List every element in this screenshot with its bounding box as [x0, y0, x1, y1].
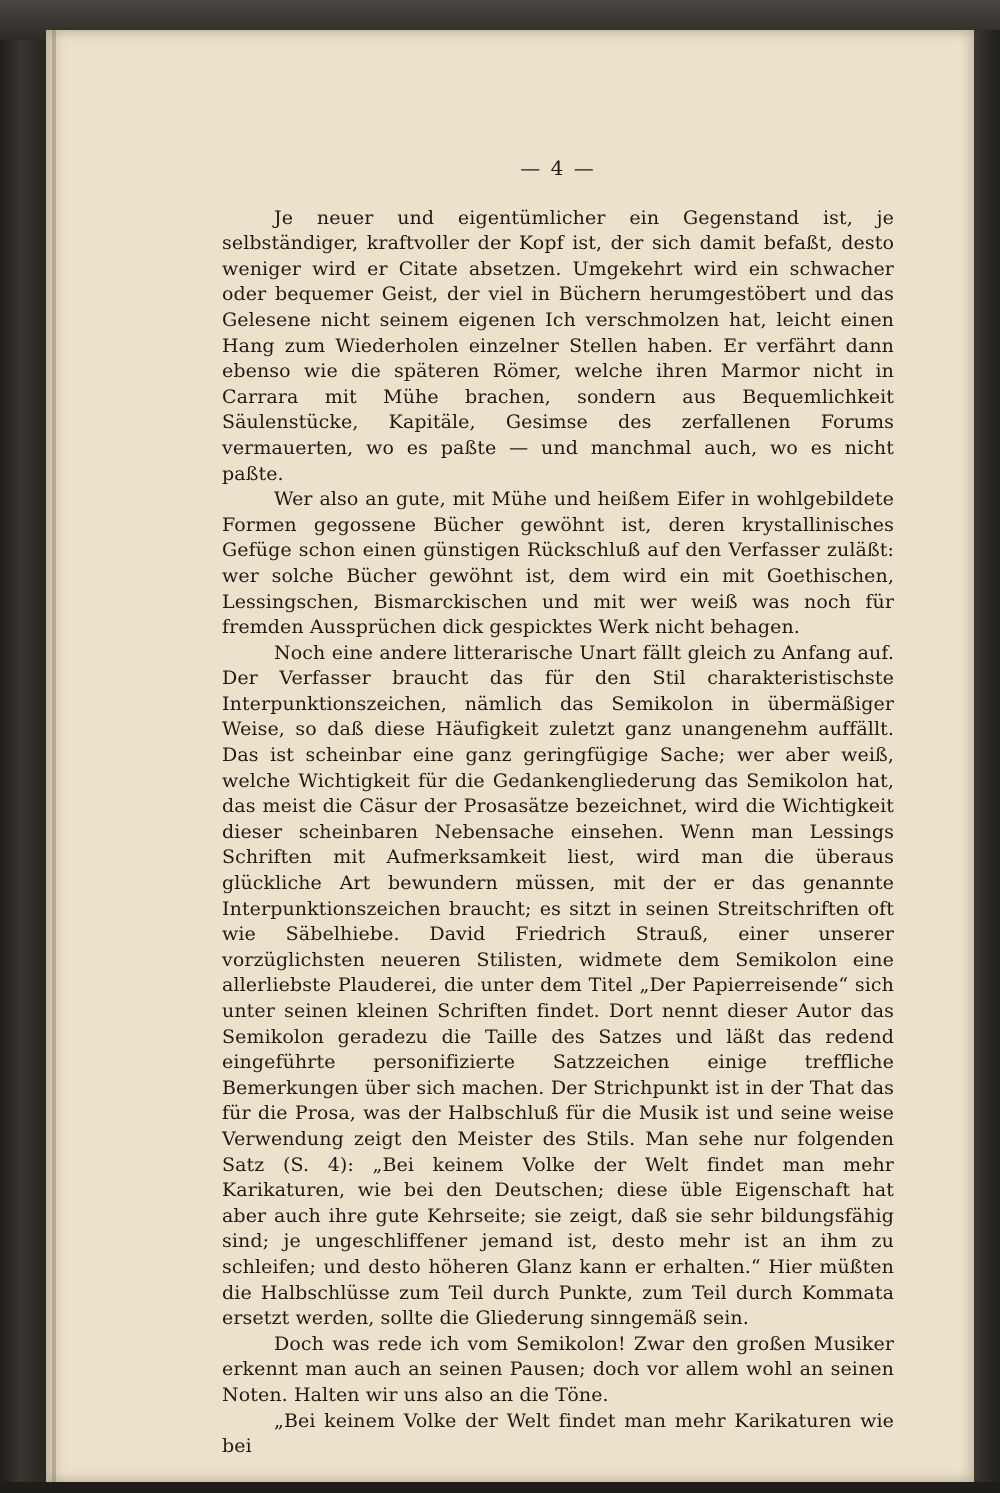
- paragraph: Wer also an gute, mit Mühe und heißem Eifer in wohlgebildete Formen gegossene Bücher gewöhnt ist, deren krystallinisches Gefüge schon einen günstigen Rückschluß auf den Verfasser zuläßt: wer solche Bücher gewöhnt ist, dem wird ein mit Goethischen, Lessingschen, Bismarckischen und mit wer weiß was noch für fremden Aussprüchen dick gespicktes Werk nicht behagen.: [222, 488, 894, 639]
- book-right-edge: [974, 30, 1000, 1482]
- paragraph: Noch eine andere litterarische Unart fällt gleich zu Anfang auf. Der Verfasser braucht das für den Stil charakteristischste Interpunktionszeichen, nämlich das Semikolon in übermäßiger Weise, so daß diese Häufigkeit zuletzt ganz unangenehm auffällt. Das ist scheinbar eine ganz geringfügige Sache; wer aber weiß, welche Wichtigkeit für die Gedankengliederung das Semikolon hat, das meist die Cäsur der Prosasätze bezeichnet, wird die Wichtigkeit dieser scheinbaren Nebensache einsehen. Wenn man Lessings Schriften mit Aufmerksamkeit liest, wird man die überaus glückliche Art bewundern müssen, mit der er das genannte Interpunktionszeichen braucht; es sitzt in seinen Streitschriften oft wie Säbelhiebe. David Friedrich Strauß, einer unserer vorzüglichsten neueren Stilisten, widmete dem Semikolon eine allerliebste Plauderei, die unter dem Titel „Der Papierreisende“ sich unter seinen kleinen Schriften findet. Dort nennt dieser Autor das Semikolon geradezu die Taille des Satzes und läßt das redend eingeführte personifizierte Satzzeichen einige treffliche Bemerkungen über sich machen. Der Strichpunkt ist in der That das für die Prosa, was der Halbschluß für die Musik ist und seine weise Verwendung zeigt den Meister des Stils. Man sehe nur folgenden Satz (S. 4): „Bei keinem Volke der Welt findet man mehr Karikaturen, wie bei den Deutschen; diese üble Eigenschaft hat aber auch ihre gute Kehrseite; sie zeigt, daß sie sehr bildungsfähig sind; je ungeschliffener jemand ist, desto mehr ist an ihm zu schleifen; und desto höheren Glanz kann er erhalten.“ Hier müßten die Halbschlüsse zum Teil durch Punkte, zum Teil durch Kommata ersetzt werden, sollte die Gliederung sinngemäß sein.: [222, 641, 894, 1330]
- paragraph: Je neuer und eigentümlicher ein Gegenstand ist, je selbständiger, kraftvoller der Kopf ist, der sich damit befaßt, desto weniger wird er Citate absetzen. Umgekehrt wird ein schwacher oder bequemer Geist, der viel in Büchern herumgestöbert und das Gelesene nicht seinem eigenen Ich verschmolzen hat, leicht einen Hang zum Wiederholen einzelner Stellen haben. Er verfährt dann ebenso wie die späteren Römer, welche ihren Marmor nicht in Carrara mit Mühe brachen, sondern aus Bequemlichkeit Säulenstücke, Kapitäle, Gesimse des zerfallenen Forums vermauerten, wo es paßte — und manchmal auch, wo es nicht paßte.: [222, 206, 894, 485]
- paragraph: Doch was rede ich vom Semikolon! Zwar den großen Musiker erkennt man auch an seinen Pausen; doch vor allem wohl an seinen Noten. Halten wir uns also an die Töne.: [222, 1332, 894, 1406]
- page-text-block: [222, 156, 894, 1460]
- book-page: [46, 30, 974, 1482]
- page-number: — 4 —: [520, 156, 596, 180]
- paragraph: „Bei keinem Volke der Welt findet man mehr Karikaturen wie bei: [222, 1409, 894, 1458]
- book-bottom-edge: [0, 1482, 1000, 1493]
